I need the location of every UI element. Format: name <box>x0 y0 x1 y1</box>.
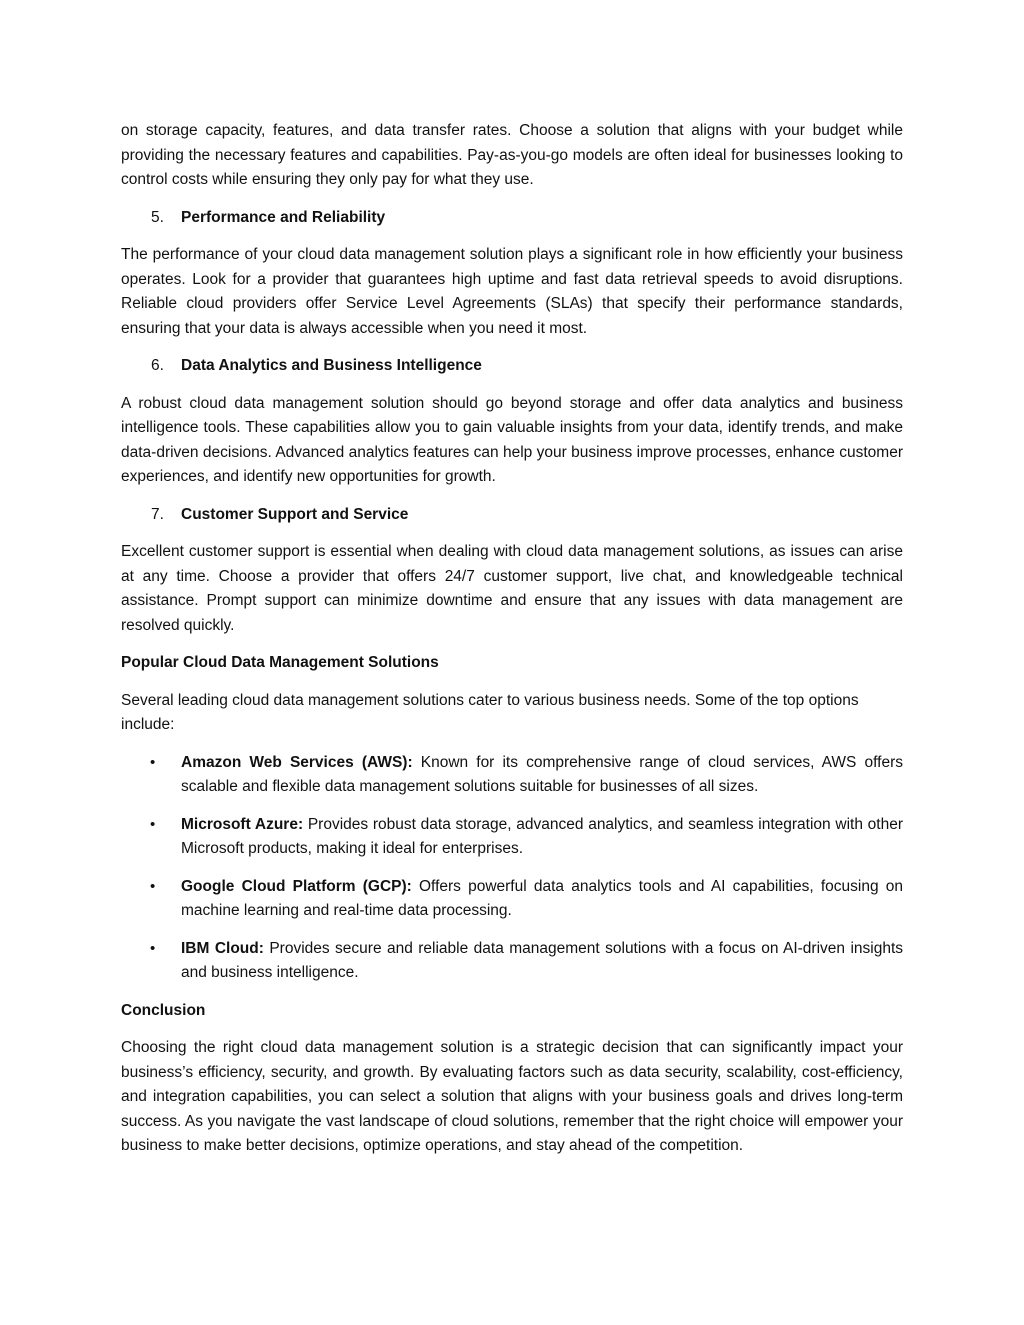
list-item <box>121 751 903 800</box>
section-number: 5. <box>151 208 164 226</box>
popular-solutions-intro: Several leading cloud data management solutions cater to various business needs. Some of the top options include: <box>121 691 859 733</box>
conclusion-paragraph: Choosing the right cloud data management solution is a strategic decision that can significantly impact your business’s efficiency, security, and growth. By evaluating factors such as data security, scalability, cost-efficiency, and integration capabilities, you can select a solution that aligns with your business goals and drives long-term success. As you navigate the vast landscape of cloud solutions, remember that the right choice will empower your business to make better decisions, optimize operations, and stay ahead of the competition. <box>121 1039 903 1154</box>
numbered-heading-7 <box>121 503 903 528</box>
solution-description: Offers powerful data analytics tools and AI capabilities, focusing on machine learning and real-time data processing. <box>181 877 903 919</box>
bullet-icon: • <box>150 815 156 833</box>
solution-description: Provides secure and reliable data management solutions with a focus on AI-driven insights and business intelligence. <box>181 939 903 981</box>
bullet-icon: • <box>150 877 156 895</box>
conclusion-heading: Conclusion <box>121 1001 206 1019</box>
intro-paragraph: on storage capacity, features, and data transfer rates. Choose a solution that aligns with your budget while providing the necessary features and capabilities. Pay-as-you-go models are often ideal for businesses looking to control costs while ensuring they only pay for what they use. <box>121 122 903 188</box>
document-page <box>121 119 903 1172</box>
solution-description: Known for its comprehensive range of cloud services, AWS offers scalable and flexible data management solutions suitable for businesses of all sizes. <box>181 753 903 795</box>
section-title: Customer Support and Service <box>181 505 409 523</box>
section-body-analytics: A robust cloud data management solution should go beyond storage and offer data analytics and business intelligence tools. These capabilities allow you to gain valuable insights from your data, identify trends, and make data-driven decisions. Advanced analytics features can help your business improve processes, enhance customer experiences, and identify new opportunities for growth. <box>121 394 903 485</box>
section-number: 7. <box>151 505 164 523</box>
solutions-list <box>121 751 903 986</box>
numbered-heading-5 <box>121 206 903 231</box>
section-body-performance: The performance of your cloud data management solution plays a significant role in how efficiently your business operates. Look for a provider that guarantees high uptime and fast data retrieval speeds to avoid disruptions. Reliable cloud providers offer Service Level Agreements (SLAs) that specify their performance standards, ensuring that your data is always accessible when you need it most. <box>121 246 903 337</box>
solution-name: Amazon Web Services (AWS): <box>181 753 413 771</box>
list-item <box>121 813 903 862</box>
section-body-support: Excellent customer support is essential when dealing with cloud data management solutions, as issues can arise at any time. Choose a provider that offers 24/7 customer support, live chat, and knowledgeable technical assistance. Prompt support can minimize downtime and ensure that any issues with data management are resolved quickly. <box>121 543 903 634</box>
bullet-icon: • <box>150 753 156 771</box>
section-title: Data Analytics and Business Intelligence <box>181 357 482 374</box>
popular-solutions-heading: Popular Cloud Data Management Solutions <box>121 654 439 671</box>
section-number: 6. <box>151 357 164 374</box>
section-title: Performance and Reliability <box>181 208 386 226</box>
bullet-icon: • <box>150 939 156 957</box>
list-item <box>121 937 903 986</box>
solution-name: IBM Cloud: <box>181 939 264 957</box>
solution-name: Microsoft Azure: <box>181 815 304 833</box>
solution-name: Google Cloud Platform (GCP): <box>181 877 412 895</box>
list-item <box>121 875 903 924</box>
numbered-heading-6 <box>121 354 903 379</box>
solution-description: Provides robust data storage, advanced analytics, and seamless integration with other Microsoft products, making it ideal for enterprises. <box>181 815 903 857</box>
